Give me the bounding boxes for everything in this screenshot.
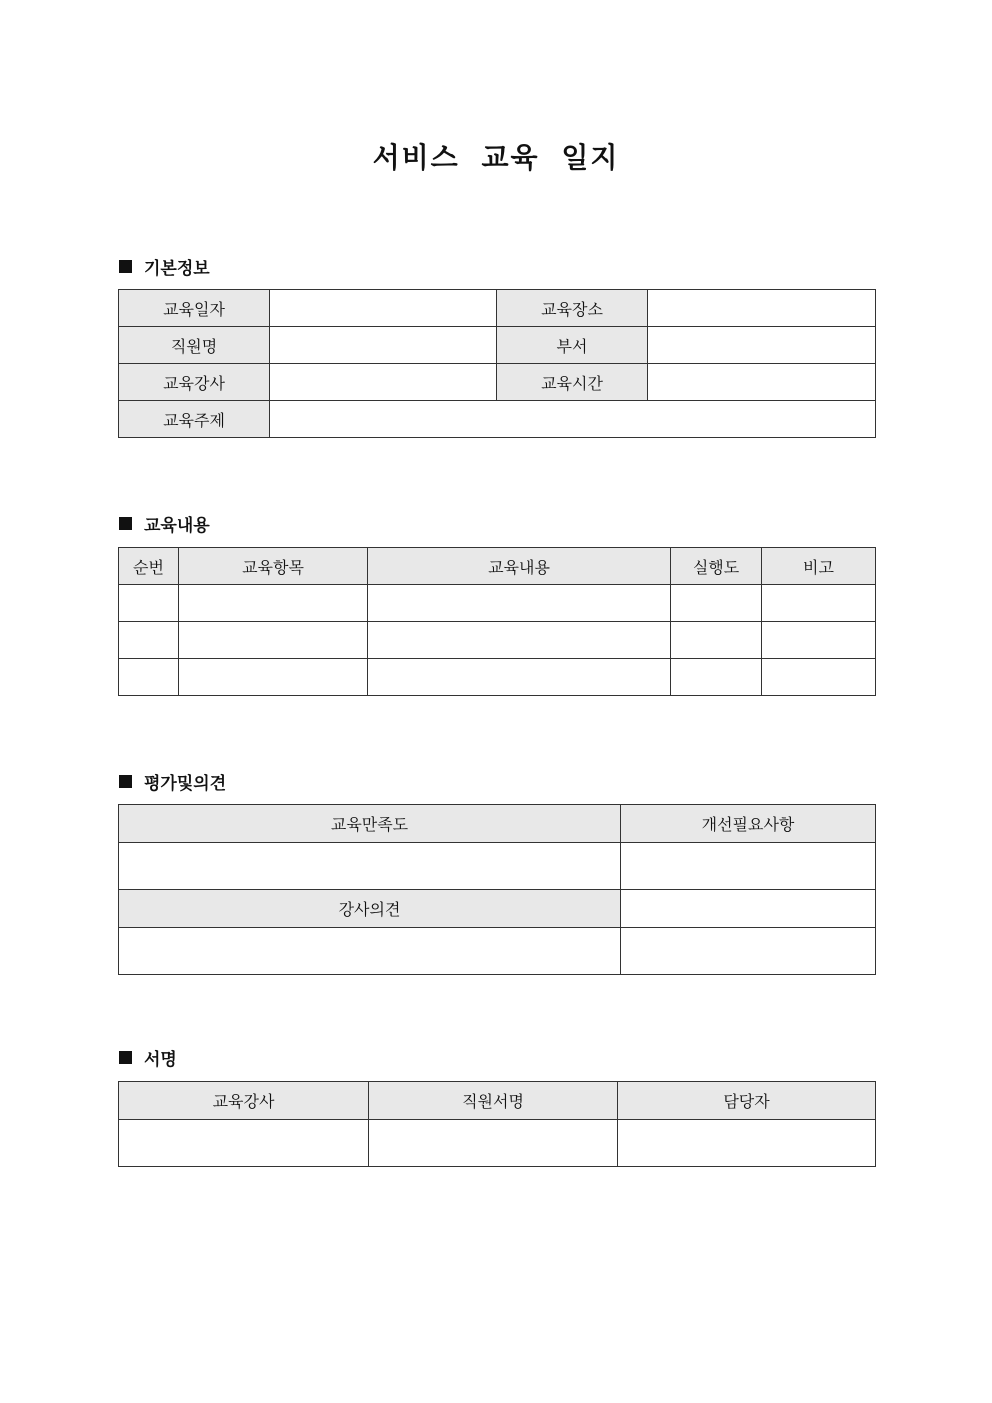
- dept-label: 부서: [497, 327, 648, 364]
- cell-note[interactable]: [762, 585, 876, 622]
- satisfaction-label: 교육만족도: [119, 805, 621, 843]
- signature-table: [118, 1081, 876, 1167]
- section-basic-label: 기본정보: [144, 259, 210, 279]
- square-bullet-icon: [119, 260, 132, 273]
- cell-execution[interactable]: [671, 622, 762, 659]
- cell-note[interactable]: [762, 622, 876, 659]
- date-field[interactable]: [270, 290, 497, 327]
- evaluation-table: [118, 804, 876, 975]
- section-content-heading: [119, 511, 210, 536]
- topic-label: 교육주제: [119, 401, 270, 438]
- cell-content[interactable]: [368, 659, 671, 696]
- sig-manager-label: 담당자: [618, 1082, 876, 1120]
- square-bullet-icon: [119, 775, 132, 788]
- cell-no[interactable]: [119, 622, 179, 659]
- improvement-field-2[interactable]: [621, 890, 876, 928]
- cell-no[interactable]: [119, 659, 179, 696]
- page-title: 서비스 교육 일지: [372, 141, 620, 174]
- employee-field[interactable]: [270, 327, 497, 364]
- cell-execution[interactable]: [671, 585, 762, 622]
- sig-instructor-label: 교육강사: [119, 1082, 369, 1120]
- satisfaction-field[interactable]: [119, 843, 621, 890]
- basic-info-table: [118, 289, 876, 438]
- cell-content[interactable]: [368, 585, 671, 622]
- square-bullet-icon: [119, 1051, 132, 1064]
- improvement-field-1[interactable]: [621, 843, 876, 890]
- time-label: 교육시간: [497, 364, 648, 401]
- table-row: [119, 659, 876, 696]
- header-execution: 실행도: [671, 548, 762, 585]
- section-signature-label: 서명: [144, 1050, 177, 1070]
- header-no: 순번: [119, 548, 179, 585]
- improvement-label: 개선필요사항: [621, 805, 876, 843]
- header-note: 비고: [762, 548, 876, 585]
- cell-no[interactable]: [119, 585, 179, 622]
- sig-employee-label: 직원서명: [369, 1082, 618, 1120]
- section-signature-heading: [119, 1045, 177, 1070]
- place-label: 교육장소: [497, 290, 648, 327]
- employee-label: 직원명: [119, 327, 270, 364]
- section-basic-heading: [119, 254, 210, 279]
- cell-execution[interactable]: [671, 659, 762, 696]
- instructor-field[interactable]: [270, 364, 497, 401]
- square-bullet-icon: [119, 517, 132, 530]
- sig-manager-field[interactable]: [618, 1120, 876, 1167]
- dept-field[interactable]: [648, 327, 876, 364]
- date-label: 교육일자: [119, 290, 270, 327]
- table-row: [119, 585, 876, 622]
- cell-item[interactable]: [179, 585, 368, 622]
- improvement-field-3[interactable]: [621, 928, 876, 975]
- cell-item[interactable]: [179, 622, 368, 659]
- section-content-label: 교육내용: [144, 516, 210, 536]
- header-item: 교육항목: [179, 548, 368, 585]
- topic-field[interactable]: [270, 401, 876, 438]
- section-evaluation-label: 평가및의견: [144, 774, 227, 794]
- cell-note[interactable]: [762, 659, 876, 696]
- sig-employee-field[interactable]: [369, 1120, 618, 1167]
- header-content: 교육내용: [368, 548, 671, 585]
- content-table: [118, 547, 876, 696]
- place-field[interactable]: [648, 290, 876, 327]
- section-evaluation-heading: [119, 769, 226, 794]
- cell-content[interactable]: [368, 622, 671, 659]
- instructor-opinion-label: 강사의견: [119, 890, 621, 928]
- sig-instructor-field[interactable]: [119, 1120, 369, 1167]
- table-row: [119, 622, 876, 659]
- instructor-opinion-field[interactable]: [119, 928, 621, 975]
- time-field[interactable]: [648, 364, 876, 401]
- cell-item[interactable]: [179, 659, 368, 696]
- instructor-label: 교육강사: [119, 364, 270, 401]
